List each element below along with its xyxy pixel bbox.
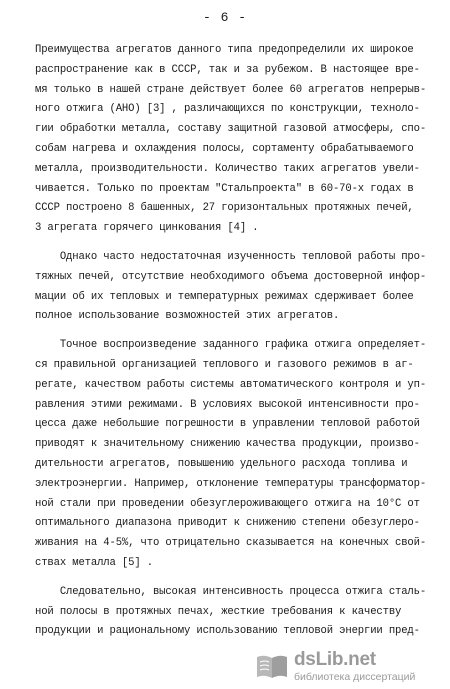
text-line: ной стали при проведении обезуглероживающего отжига на 10°С от xyxy=(35,497,420,510)
text-line: собам нагрева и охлаждения полосы, сортаменту обрабатываемого xyxy=(35,142,414,155)
paragraph xyxy=(35,336,435,574)
text-line: чивается. Только по проектам "Стальпроекта" в 60-70-х годах в xyxy=(35,182,414,195)
paragraph-gap xyxy=(35,239,435,248)
paragraph xyxy=(35,41,435,239)
text-line: мации об их тепловых и температурных режимах сдерживает более xyxy=(35,290,414,303)
text-line: ся правильной организацией теплового и газового режимов в аг- xyxy=(35,358,414,371)
paragraph-gap xyxy=(35,327,435,336)
document-body xyxy=(35,41,435,642)
watermark xyxy=(254,651,440,685)
text-line: ствах металла [5] . xyxy=(35,556,153,569)
text-line: продукции и рациональному использованию тепловой энергии пред- xyxy=(35,625,420,638)
text-line: ной полосы в протяжных печах, жесткие требования к качеству xyxy=(35,605,402,618)
text-line: дительности агрегатов, повышению удельного расхода топлива и xyxy=(35,457,408,470)
text-line: электроэнергии. Например, отклонение температуры трансформатор- xyxy=(35,477,427,490)
text-line: Однако часто недостаточная изученность тепловой работы про- xyxy=(35,250,427,263)
watermark-brand: dsLib.net xyxy=(294,649,376,670)
text-line: СССР построено 8 башенных, 27 горизонтальных протяжных печей, xyxy=(35,202,414,215)
text-line: Следовательно, высокая интенсивность процесса отжига сталь- xyxy=(35,585,427,598)
text-line: живания на 4-5%, что отрицательно сказывается на конечных свой- xyxy=(35,537,427,550)
text-line: мя только в нашей стране действует более 60 агрегатов непрерыв- xyxy=(35,83,427,96)
text-line: 3 агрегата горячего цинкования [4] . xyxy=(35,222,259,235)
paragraph xyxy=(35,583,435,642)
watermark-subtitle: библиотека диссертаций xyxy=(294,671,416,683)
text-line: полное использование возможностей этих агрегатов. xyxy=(35,310,340,323)
text-line: приводят к значительному снижению качества продукции, произво- xyxy=(35,438,420,451)
paragraph-gap xyxy=(35,574,435,583)
text-line: Точное воспроизведение заданного графика отжига определяет- xyxy=(35,339,427,352)
text-line: Преимущества агрегатов данного типа предопределили их широкое xyxy=(35,44,414,56)
text-line: регате, качеством работы системы автоматического контроля и уп- xyxy=(35,378,427,391)
text-line: распространение как в СССР, так и за рубежом. В настоящее вре- xyxy=(35,63,420,76)
text-line: ного отжига (АНО) [3] , различающихся по конструкции, техноло- xyxy=(35,103,420,116)
text-line: равления этими режимами. В условиях высокой интенсивности про- xyxy=(35,398,420,411)
text-line: металла, производительности. Количество таких агрегатов увели- xyxy=(35,162,420,175)
text-line: оптимального диапазона приводит к снижению степени обезуглеро- xyxy=(35,517,420,530)
text-line: цесса даже небольшие погрешности в управлении тепловой работой xyxy=(35,418,420,431)
paragraph xyxy=(35,248,435,327)
page-number: - 6 - xyxy=(202,10,247,25)
text-line: тяжных печей, отсутствие необходимого объема достоверной инфор- xyxy=(35,270,427,283)
text-line: гии обработки металла, составу защитной газовой атмосферы, спо- xyxy=(35,123,427,136)
book-logo-icon xyxy=(254,651,290,681)
